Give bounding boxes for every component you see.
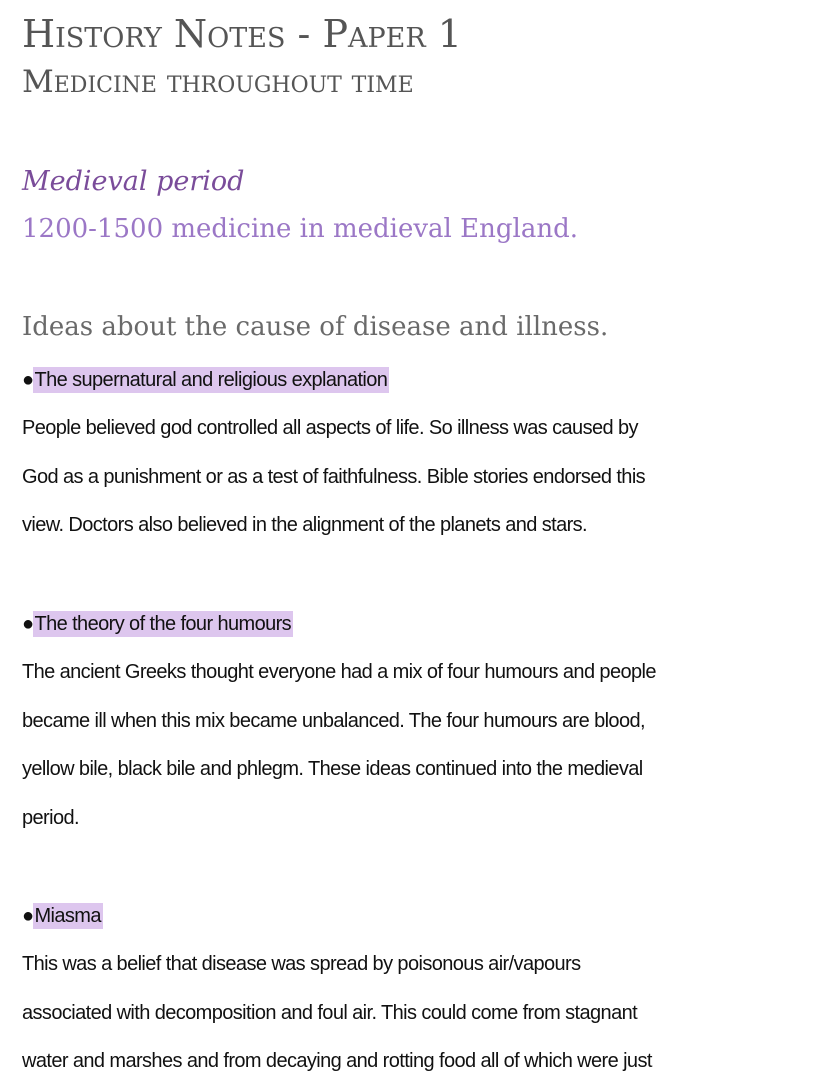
- paragraph-line: water and marshes and from decaying and rotting food all of which were just: [22, 1050, 652, 1072]
- paragraph-four-humours: [22, 658, 812, 852]
- paragraph-line: yellow bile, black bile and phlegm. These ideas continued into the medieval: [22, 758, 643, 780]
- bullet-icon: ●: [22, 905, 34, 927]
- paragraph-line: People believed god controlled all aspects of life. So illness was caused by: [22, 417, 638, 439]
- highlighted-heading: The theory of the four humours: [34, 613, 292, 635]
- highlighted-heading: The supernatural and religious explanation: [34, 369, 388, 391]
- document-subtitle: Medicine throughout time: [22, 64, 414, 100]
- document-title: History Notes - Paper 1: [22, 12, 462, 56]
- paragraph-line: This was a belief that disease was spread by poisonous air/vapours: [22, 953, 581, 975]
- highlighted-heading: Miasma: [34, 905, 101, 927]
- paragraph-line: associated with decomposition and foul air. This could come from stagnant: [22, 1001, 638, 1024]
- paragraph-supernatural: [22, 414, 812, 560]
- period-dates: 1200-1500 medicine in medieval England.: [22, 214, 578, 244]
- paragraph-miasma: [22, 950, 812, 1086]
- period-heading: Medieval period: [22, 166, 245, 197]
- bullet-icon: ●: [22, 613, 34, 635]
- paragraph-line: view. Doctors also believed in the alignment of the planets and stars.: [22, 514, 588, 536]
- bullet-icon: ●: [22, 369, 34, 391]
- paragraph-line: period.: [22, 806, 79, 829]
- paragraph-line: God as a punishment or as a test of faithfulness. Bible stories endorsed this: [22, 465, 646, 488]
- subheading-supernatural: [22, 366, 389, 394]
- paragraph-line: became ill when this mix became unbalanced. The four humours are blood,: [22, 709, 645, 732]
- section-heading: Ideas about the cause of disease and illness.: [22, 312, 609, 342]
- subheading-four-humours: [22, 610, 293, 638]
- subheading-miasma: [22, 902, 103, 930]
- paragraph-line: The ancient Greeks thought everyone had a mix of four humours and people: [22, 661, 656, 683]
